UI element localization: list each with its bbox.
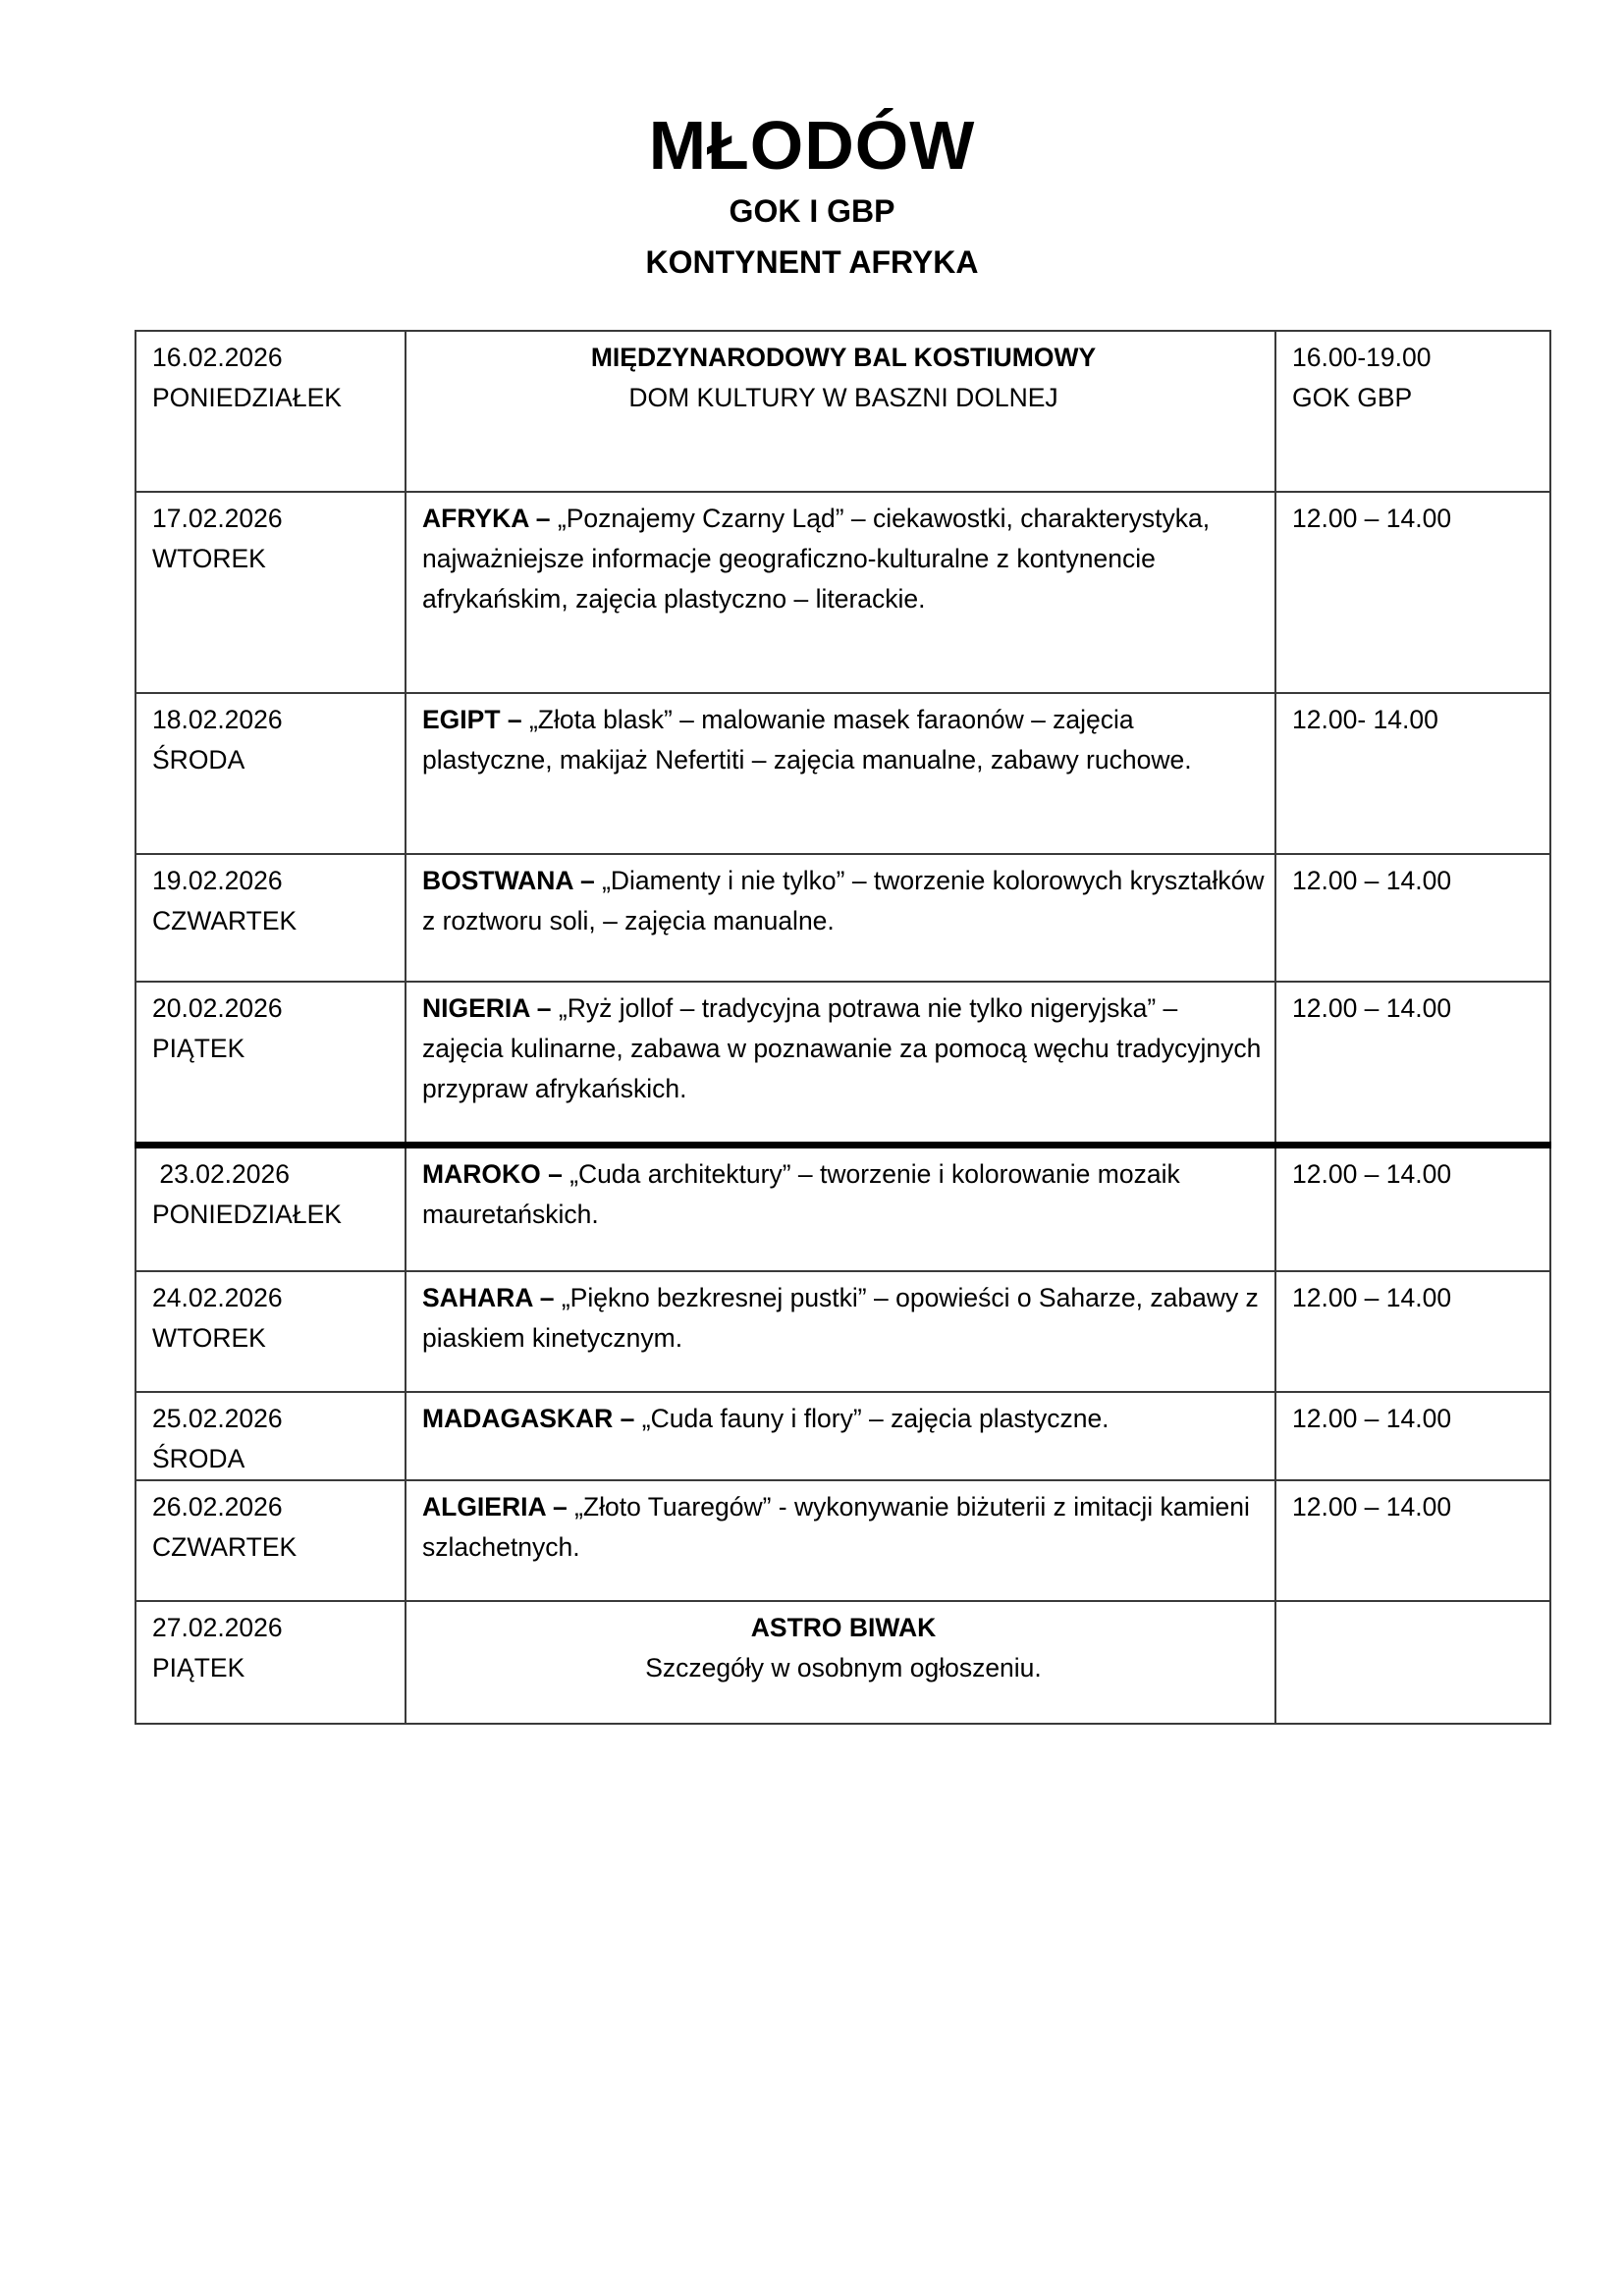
table-row — [135, 693, 1550, 854]
date-cell — [135, 1480, 406, 1601]
date: 17.02.2026 — [152, 504, 283, 533]
event-description: „Złota blask” – malowanie masek faraonów – zajęcia plastyczne, makijaż Nefertiti – zajęcia manualne, zabawy ruchowe. — [422, 705, 1192, 774]
event-heading: MIĘDZYNARODOWY BAL KOSTIUMOWY — [590, 343, 1097, 372]
event-description: „Diamenty i nie tylko” – tworzenie kolorowych kryształków z roztworu soli, – zajęcia manualne. — [422, 866, 1265, 935]
time-cell — [1275, 1145, 1550, 1271]
event-cell — [406, 1145, 1275, 1271]
weekday: ŚRODA — [152, 1444, 245, 1473]
time: 12.00 – 14.00 — [1292, 1283, 1452, 1312]
event-cell — [406, 693, 1275, 854]
event-description: „Cuda fauny i flory” – zajęcia plastyczne. — [634, 1404, 1110, 1433]
date: 20.02.2026 — [152, 993, 283, 1023]
country-label: SAHARA – — [422, 1283, 555, 1312]
country-label: MAROKO – — [422, 1158, 563, 1189]
table-row — [135, 331, 1550, 492]
event-heading: ASTRO BIWAK — [750, 1613, 937, 1642]
event-cell — [406, 1480, 1275, 1601]
weekday: PIĄTEK — [152, 1653, 245, 1682]
event-cell — [406, 492, 1275, 693]
event-description: „Złoto Tuaregów” - wykonywanie biżuterii z imitacji kamieni szlachetnych. — [422, 1492, 1250, 1562]
event-description: Szczegóły w osobnym ogłoszeniu. — [645, 1653, 1042, 1682]
table-row — [135, 1601, 1550, 1724]
table-row — [135, 982, 1550, 1145]
date-cell — [135, 1145, 406, 1271]
country-label: EGIPT – — [422, 705, 522, 734]
country-label: MADAGASKAR – — [422, 1404, 635, 1433]
weekday: CZWARTEK — [152, 906, 298, 935]
event-description: „Poznajemy Czarny Ląd” – ciekawostki, charakterystyka, najważniejsze informacje geograficzno-kulturalne z kontynencie afrykańskim, zajęcia plastyczno – literackie. — [422, 504, 1211, 614]
time: 12.00 – 14.00 — [1292, 504, 1452, 533]
weekday: ŚRODA — [152, 745, 245, 774]
country-label: AFRYKA – — [422, 504, 551, 533]
time: 12.00 – 14.00 — [1292, 993, 1452, 1023]
date: 19.02.2026 — [152, 866, 283, 895]
date-cell — [135, 982, 406, 1145]
time: 12.00 – 14.00 — [1292, 866, 1452, 895]
weekday: PIĄTEK — [152, 1034, 245, 1063]
table-row — [135, 1392, 1550, 1480]
time-cell — [1275, 1601, 1550, 1724]
date-cell — [135, 693, 406, 854]
place: GOK GBP — [1292, 383, 1413, 412]
time: 12.00 – 14.00 — [1292, 1492, 1452, 1522]
date: 16.02.2026 — [152, 343, 283, 372]
event-cell — [406, 1392, 1275, 1480]
time-cell — [1275, 982, 1550, 1145]
time-cell — [1275, 1480, 1550, 1601]
weekday: WTOREK — [152, 544, 266, 573]
date-cell — [135, 1392, 406, 1480]
country-label: ALGIERIA – — [422, 1492, 568, 1522]
event-cell — [406, 1271, 1275, 1392]
date: 25.02.2026 — [152, 1404, 283, 1433]
table-row — [135, 492, 1550, 693]
event-cell — [406, 1601, 1275, 1724]
time: 12.00 – 14.00 — [1292, 1158, 1452, 1189]
page-title: MŁODÓW — [648, 107, 976, 184]
time: 12.00 – 14.00 — [1292, 1404, 1452, 1433]
time: 16.00-19.00 — [1292, 343, 1432, 372]
event-cell — [406, 982, 1275, 1145]
weekday: WTOREK — [152, 1323, 266, 1353]
weekday: PONIEDZIAŁEK — [152, 1199, 342, 1229]
time-cell — [1275, 331, 1550, 492]
time: 12.00- 14.00 — [1292, 705, 1438, 734]
date: 24.02.2026 — [152, 1283, 283, 1312]
event-description: „Cuda architektury” – tworzenie i kolorowanie mozaik mauretańskich. — [422, 1158, 1180, 1229]
time-cell — [1275, 693, 1550, 854]
date-cell — [135, 331, 406, 492]
table-row — [135, 1480, 1550, 1601]
date: 27.02.2026 — [152, 1613, 283, 1642]
theme-subtitle: KONTYNENT AFRYKA — [645, 244, 979, 280]
event-cell — [406, 331, 1275, 492]
time-cell — [1275, 492, 1550, 693]
table-row — [135, 854, 1550, 982]
weekday: PONIEDZIAŁEK — [152, 383, 342, 412]
country-label: NIGERIA – — [422, 993, 552, 1023]
event-description: „Ryż jollof – tradycyjna potrawa nie tylko nigeryjska” – zajęcia kulinarne, zabawa w poznawanie za pomocą węchu tradycyjnych przypraw afrykańskich. — [422, 993, 1262, 1103]
weekday: CZWARTEK — [152, 1532, 298, 1562]
schedule-table — [135, 330, 1551, 1725]
event-description: DOM KULTURY W BASZNI DOLNEJ — [628, 383, 1058, 412]
time-cell — [1275, 854, 1550, 982]
organizer-subtitle: GOK I GBP — [729, 193, 895, 229]
date-cell — [135, 492, 406, 693]
time-cell — [1275, 1271, 1550, 1392]
event-cell — [406, 854, 1275, 982]
table-row — [135, 1271, 1550, 1392]
date-cell — [135, 1601, 406, 1724]
date: 23.02.2026 — [152, 1158, 290, 1189]
event-description: „Piękno bezkresnej pustki” – opowieści o Saharze, zabawy z piaskiem kinetycznym. — [422, 1283, 1259, 1353]
date: 18.02.2026 — [152, 705, 283, 734]
date: 26.02.2026 — [152, 1492, 283, 1522]
date-cell — [135, 1271, 406, 1392]
time-cell — [1275, 1392, 1550, 1480]
table-row — [135, 1145, 1550, 1271]
date-cell — [135, 854, 406, 982]
country-label: BOSTWANA – — [422, 866, 595, 895]
